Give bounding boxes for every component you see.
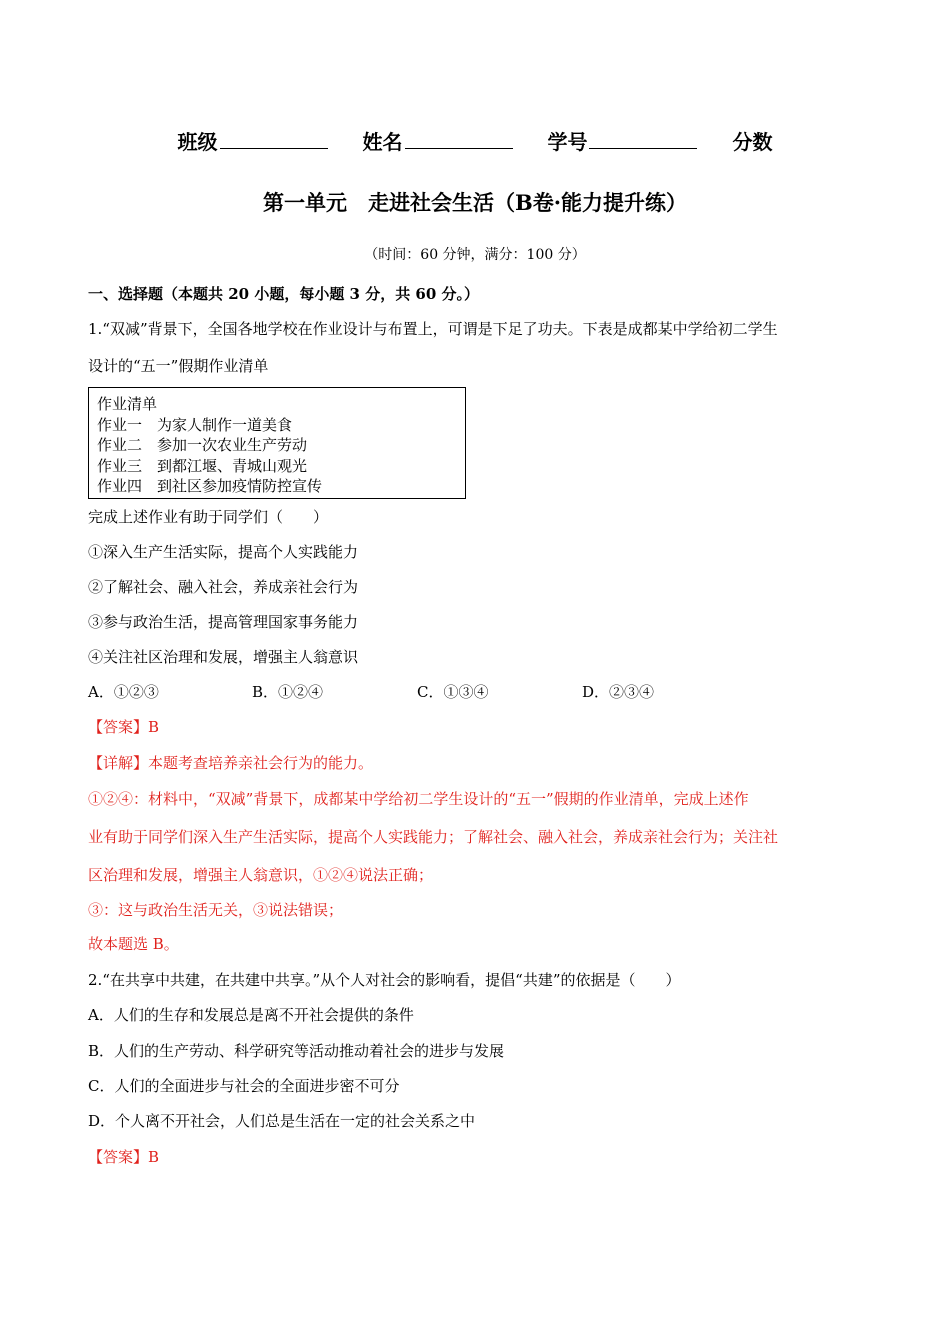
q1-item: ④关注社区治理和发展，增强主人翁意识 bbox=[88, 648, 359, 666]
homework-item: 作业一 为家人制作一道美食 bbox=[97, 415, 293, 434]
class-blank[interactable] bbox=[220, 130, 328, 149]
page-title: 第一单元 走进社会生活（B卷·能力提升练） bbox=[262, 190, 688, 215]
id-label: 学号 bbox=[547, 130, 588, 154]
q1-answer: 【答案】B bbox=[88, 718, 160, 736]
id-blank[interactable] bbox=[589, 130, 697, 149]
q1-prompt: 完成上述作业有助于同学们（ ） bbox=[88, 508, 329, 526]
q2-option-a[interactable]: A．人们的生存和发展总是离不开社会提供的条件 bbox=[88, 1006, 414, 1024]
homework-list-box bbox=[88, 387, 466, 499]
q2-stem: 2.“在共享中共建，在共建中共享。”从个人对社会的影响看，提倡“共建”的依据是（ ） bbox=[88, 971, 681, 989]
class-field[interactable] bbox=[178, 126, 328, 155]
homework-list-title: 作业清单 bbox=[97, 395, 158, 413]
class-label: 班级 bbox=[177, 130, 218, 154]
q1-option-d[interactable]: D．②③④ bbox=[582, 683, 655, 701]
q1-explain-line: ①②④：材料中，“双减”背景下，成都某中学给初二学生设计的“五一”假期的作业清单，完成上述作 bbox=[88, 790, 749, 808]
section-heading: 一、选择题（本题共 20 小题，每小题 3 分，共 60 分。） bbox=[88, 285, 480, 303]
score-field bbox=[732, 126, 772, 155]
q2-option-d[interactable]: D．个人离不开社会，人们总是生活在一定的社会关系之中 bbox=[88, 1112, 476, 1130]
homework-item: 作业四 到社区参加疫情防控宣传 bbox=[97, 477, 323, 495]
homework-item: 作业三 到都江堰、青城山观光 bbox=[97, 456, 308, 475]
q1-item: ②了解社会、融入社会，养成亲社会行为 bbox=[88, 578, 359, 596]
q1-explain-title: 【详解】本题考查培养亲社会行为的能力。 bbox=[88, 754, 374, 772]
q1-item: ①深入生产生活实际，提高个人实践能力 bbox=[88, 543, 359, 561]
q2-option-b[interactable]: B．人们的生产劳动、科学研究等活动推动着社会的进步与发展 bbox=[88, 1042, 505, 1060]
q1-stem-line-2: 设计的“五一”假期作业清单 bbox=[88, 357, 269, 375]
q1-explain-line: ③：这与政治生活无关，③说法错误； bbox=[88, 901, 344, 919]
name-field[interactable] bbox=[363, 126, 513, 155]
q1-explain-line: 故本题选 B。 bbox=[88, 935, 179, 953]
score-label: 分数 bbox=[732, 130, 773, 154]
q1-explain-line: 区治理和发展，增强主人翁意识，①②④说法正确； bbox=[88, 866, 434, 884]
page-subtitle: （时间：60 分钟，满分：100 分） bbox=[364, 247, 586, 263]
id-field[interactable] bbox=[547, 126, 697, 155]
q2-answer: 【答案】B bbox=[88, 1148, 160, 1166]
q1-item: ③参与政治生活，提高管理国家事务能力 bbox=[88, 613, 359, 631]
name-label: 姓名 bbox=[362, 130, 403, 154]
homework-item: 作业二 参加一次农业生产劳动 bbox=[97, 436, 308, 454]
q1-option-b[interactable]: B．①②④ bbox=[252, 683, 324, 701]
student-info-header bbox=[0, 126, 950, 155]
q1-explain-line: 业有助于同学们深入生产生活实际，提高个人实践能力；了解社会、融入社会，养成亲社会行为；关注社 bbox=[88, 828, 779, 846]
q1-option-c[interactable]: C．①③④ bbox=[417, 683, 489, 701]
q1-stem-line-1: 1.“双减”背景下，全国各地学校在作业设计与布置上，可谓是下足了功夫。下表是成都某中学给初二学生 bbox=[88, 320, 778, 338]
q2-option-c[interactable]: C．人们的全面进步与社会的全面进步密不可分 bbox=[88, 1077, 400, 1095]
name-blank[interactable] bbox=[405, 130, 513, 149]
q1-option-a[interactable]: A．①②③ bbox=[88, 683, 159, 701]
